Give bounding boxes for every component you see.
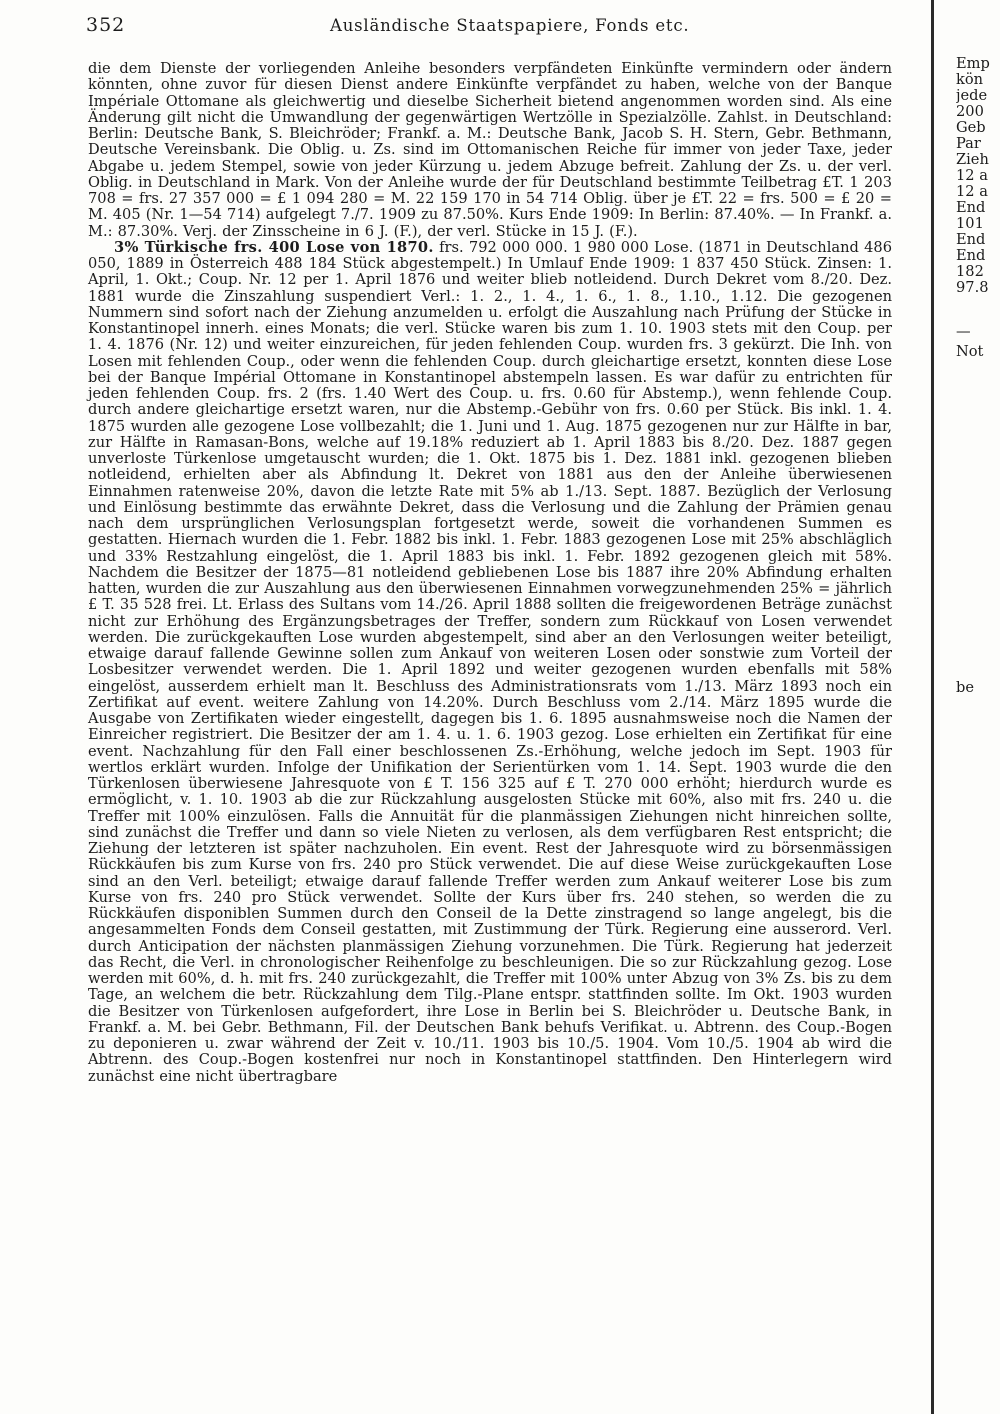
side-fragment-line: kön [956,72,984,88]
side-fragment-line: jede [956,88,988,104]
side-fragment-line: Not [956,344,984,360]
side-fragment-line: — [956,324,971,340]
side-fragment-line: Par [956,136,981,152]
side-fragment-line: be [956,680,974,696]
side-fragment-line: 200 [956,104,984,120]
side-fragment-line: 12 a [956,184,988,200]
page-number: 352 [86,14,126,36]
side-fragment-line: 101 [956,216,984,232]
side-fragment-line: 97.8 [956,280,989,296]
section-heading: 3% Türkische frs. 400 Lose von 1870. [114,238,434,256]
paragraph-1: die dem Dienste der vorliegenden Anleihe besonders verpfändeten Einkünfte vermindern oder ändern könnten, ohne zuvor für diesen Dienst andere Einkünfte verpfändet zu haben, welche von der Banque Impériale Ottomane als gleichwertig und dieselbe Sicherheit bietend angenommen worden sind. Als eine Änderung gilt nicht die Umwandlung der gegenwärtigen Wertzölle in Spezialzölle. Zahlst. in Deutschland: Berlin: Deutsche Bank, S. Bleichröder; Frankf. a. M.: Deutsche Bank, Jacob S. H. Stern, Gebr. Bethmann, Deutsche Vereinsbank. Die Oblig. u. Zs. sind im Ottomanischen Reiche für immer von jeder Taxe, jeder Abgabe u. jedem Stempel, sowie von jeder Kürzung u. jedem Abzuge befreit. Zahlung der Zs. u. der verl. Oblig. in Deutschland in Mark. Von der Anleihe wurde der für Deutschland bestimmte Teilbetrag £T. 1 203 708 = frs. 27 357 000 = £ 1 094 280 = M. 22 159 170 in 54 714 Oblig. über je £T. 22 = frs. 500 = £ 20 = M. 405 (Nr. 1—54 714) aufgelegt 7./7. 1909 zu 87.50%. Kurs Ende 1909: In Berlin: 87.40%. — In Frankf. a. M.: 87.30%. Verj. der Zinsscheine in 6 J. (F.), der verl. Stücke in 15 J. (F.). [88,60,892,240]
side-fragment-line: End [956,200,986,216]
paragraph-2 [88,240,892,1085]
paragraph-2-body: frs. 792 000 000. 1 980 000 Lose. (1871 in Deutschland 486 050, 1889 in Österreich 488 184 Stück abgestempelt.) In Umlauf Ende 1909: 1 837 450 Stück. Zinsen: 1. April, 1. Okt.; Coup. Nr. 12 per 1. April 1876 und weiter blieb notleidend. Durch Dekret vom 8./20. Dez. 1881 wurde die Zinszahlung suspendiert Verl.: 1. 2., 1. 4., 1. 6., 1. 8., 1.10., 1.12. Die gezogenen Nummern sind sofort nach der Ziehung anzumelden u. erfolgt die Auszahlung nach Prüfung der Stücke in Konstantinopel innerh. eines Monats; die verl. Stücke waren bis zum 1. 10. 1903 stets mit den Coup. per 1. 4. 1876 (Nr. 12) und weiter einzureichen, für jeden fehlenden Coup. wurden frs. 3 gekürzt. Die Inh. von Losen mit fehlenden Coup., oder wenn die fehlenden Coup. durch gleichartige ersetzt, konnten diese Lose bei der Banque Impérial Ottomane in Konstantinopel abstempeln lassen. Es war dafür zu entrichten für jeden fehlenden Coup. frs. 2 (frs. 1.40 Wert des Coup. u. frs. 0.60 für Abstemp.), wenn fehlende Coup. durch andere gleichartige ersetzt waren, nur die Abstemp.-Gebühr von frs. 0.60 per Stück. Bis inkl. 1. 4. 1875 wurden alle gezogene Lose vollbezahlt; die 1. Juni und 1. Aug. 1875 gezogenen nur zur Hälfte in bar, zur Hälfte in Ramasan-Bons, welche auf 19.18% reduziert ab 1. April 1883 bis 8./20. Dez. 1887 gegen unverloste Türkenlose umgetauscht wurden; die 1. Okt. 1875 bis 1. Dez. 1881 inkl. gezogenen blieben notleidend, erhielten aber als Abfindung lt. Dekret von 1881 aus den der Anleihe überwiesenen Einnahmen ratenweise 20%, davon die letzte Rate mit 5% ab 1./13. Sept. 1887. Bezüglich der Verlosung und Einlösung bestimmte das erwähnte Dekret, dass die Verlosung und die Zahlung der Prämien genau nach dem ursprünglichen Verlosungsplan fortgesetzt werde, soweit die vorhandenen Summen es gestatten. Hiernach wurden die 1. Febr. 1882 bis inkl. 1. Febr. 1883 gezogenen Lose mit 25% abschläglich und 33% Restzahlung eingelöst, die 1. April 1883 bis inkl. 1. Febr. 1892 gezogenen gleich mit 58%. Nachdem die Besitzer der 1875—81 notleidend gebliebenen Lose bis 1887 ihre 20% Abfindung erhalten hatten, wurden die zur Auszahlung aus den überwiesenen Einnahmen vorwegzunehmenden 25% = jährlich £ T. 35 528 frei. Lt. Erlass des Sultans vom 14./26. April 1888 sollten die freigewordenen Beträge zunächst nicht zur Erhöhung des Ergänzungsbetrages der Treffer, sondern zum Rückkauf von Losen verwendet werden. Die zurückgekauften Lose wurden abgestempelt, sind aber an den Verlosungen weiter beteiligt, etwaige darauf fallende Gewinne sollen zum Ankauf von weiteren Losen oder sonstwie zum Vorteil der Losbesitzer verwendet werden. Die 1. April 1892 und weiter gezogenen wurden ebenfalls mit 58% eingelöst, ausserdem erhielt man lt. Beschluss des Administrationsrats vom 1./13. März 1893 noch ein Zertifikat auf event. weitere Zahlung von 14.20%. Durch Beschluss vom 2./14. März 1895 wurde die Ausgabe von Zertifikaten wieder eingestellt, dagegen bis 1. 6. 1895 ausnahmsweise noch die Namen der Einreicher registriert. Die Besitzer der am 1. 4. u. 1. 6. 1903 gezog. Lose erhielten ein Zertifikat für eine event. Nachzahlung für den Fall einer beschlossenen Zs.-Erhöhung, welche jedoch im Sept. 1903 für wertlos erklärt wurden. Infolge der Unifikation der Serientürken vom 1. 14. Sept. 1903 wurde die den Türkenlosen überwiesene Jahresquote von £ T. 156 325 auf £ T. 270 000 erhöht; hierdurch wurde es ermöglicht, v. 1. 10. 1903 ab die zur Rückzahlung ausgelosten Stücke mit 60%, also mit frs. 240 u. die Treffer mit 100% einzulösen. Falls die Annuität für die planmässigen Ziehungen nicht hinreichen sollte, sind zunächst die Treffer und dann so viele Nieten zu verlosen, als dem verfügbaren Rest entspricht; die Ziehung der letzteren ist später nachzuholen. Ein event. Rest der Jahresquote wird zu börsenmässigen Rückkäufen bis zum Kurse von frs. 240 pro Stück verwendet. Die auf diese Weise zurückgekauften Lose sind an den Verl. beteiligt; etwaige darauf fallende Treffer werden zum Ankauf weiterer Lose bis zum Kurse von frs. 240 pro Stück verwendet. Sollte der Kurs über frs. 240 stehen, so werden die zu Rückkäufen disponiblen Summen durch den Conseil de la Dette zinstragend so lange angelegt, bis die angesammelten Fonds dem Conseil gestatten, mit Zustimmung der Türk. Regierung eine ausserord. Verl. durch Anticipation der nächsten planmässigen Ziehung vorzunehmen. Die Türk. Regierung hat jederzeit das Recht, die Verl. in chronologischer Reihenfolge zu beschleunigen. Die so zur Rückzahlung gezog. Lose werden mit 60%, d. h. mit frs. 240 zurückgezahlt, die Treffer mit 100% unter Abzug von 3% Zs. bis zu dem Tage, an welchem die betr. Rückzahlung dem Tilg.-Plane entspr. stattfinden sollte. Im Okt. 1903 wurden die Besitzer von Türkenlosen aufgefordert, ihre Lose in Berlin bei S. Bleichröder u. Deutsche Bank, in Frankf. a. M. bei Gebr. Bethmann, Fil. der Deutschen Bank behufs Verifikat. u. Abtrenn. des Coup.-Bogen zu deponieren u. zwar während der Zeit v. 10./11. 1903 bis 10./5. 1904. Vom 10./5. 1904 ab wird die Abtrenn. des Coup.-Bogen kostenfrei nur noch in Konstantinopel stattfinden. Den Hinterlegern wird zunächst eine nicht übertragbare [88,238,892,1085]
binding-divider [931,0,934,1414]
page-header [86,14,896,40]
side-fragment-line: End [956,248,986,264]
side-fragment-line: End [956,232,986,248]
side-fragment-line: 182 [956,264,984,280]
side-fragment-line: Zieh [956,152,989,168]
side-fragment-line: 12 a [956,168,988,184]
side-fragment-line: Emp [956,56,990,72]
main-text-column [88,61,892,1085]
side-fragment-line: Geb [956,120,986,136]
running-title: Ausländische Staatspapiere, Fonds etc. [330,16,690,35]
